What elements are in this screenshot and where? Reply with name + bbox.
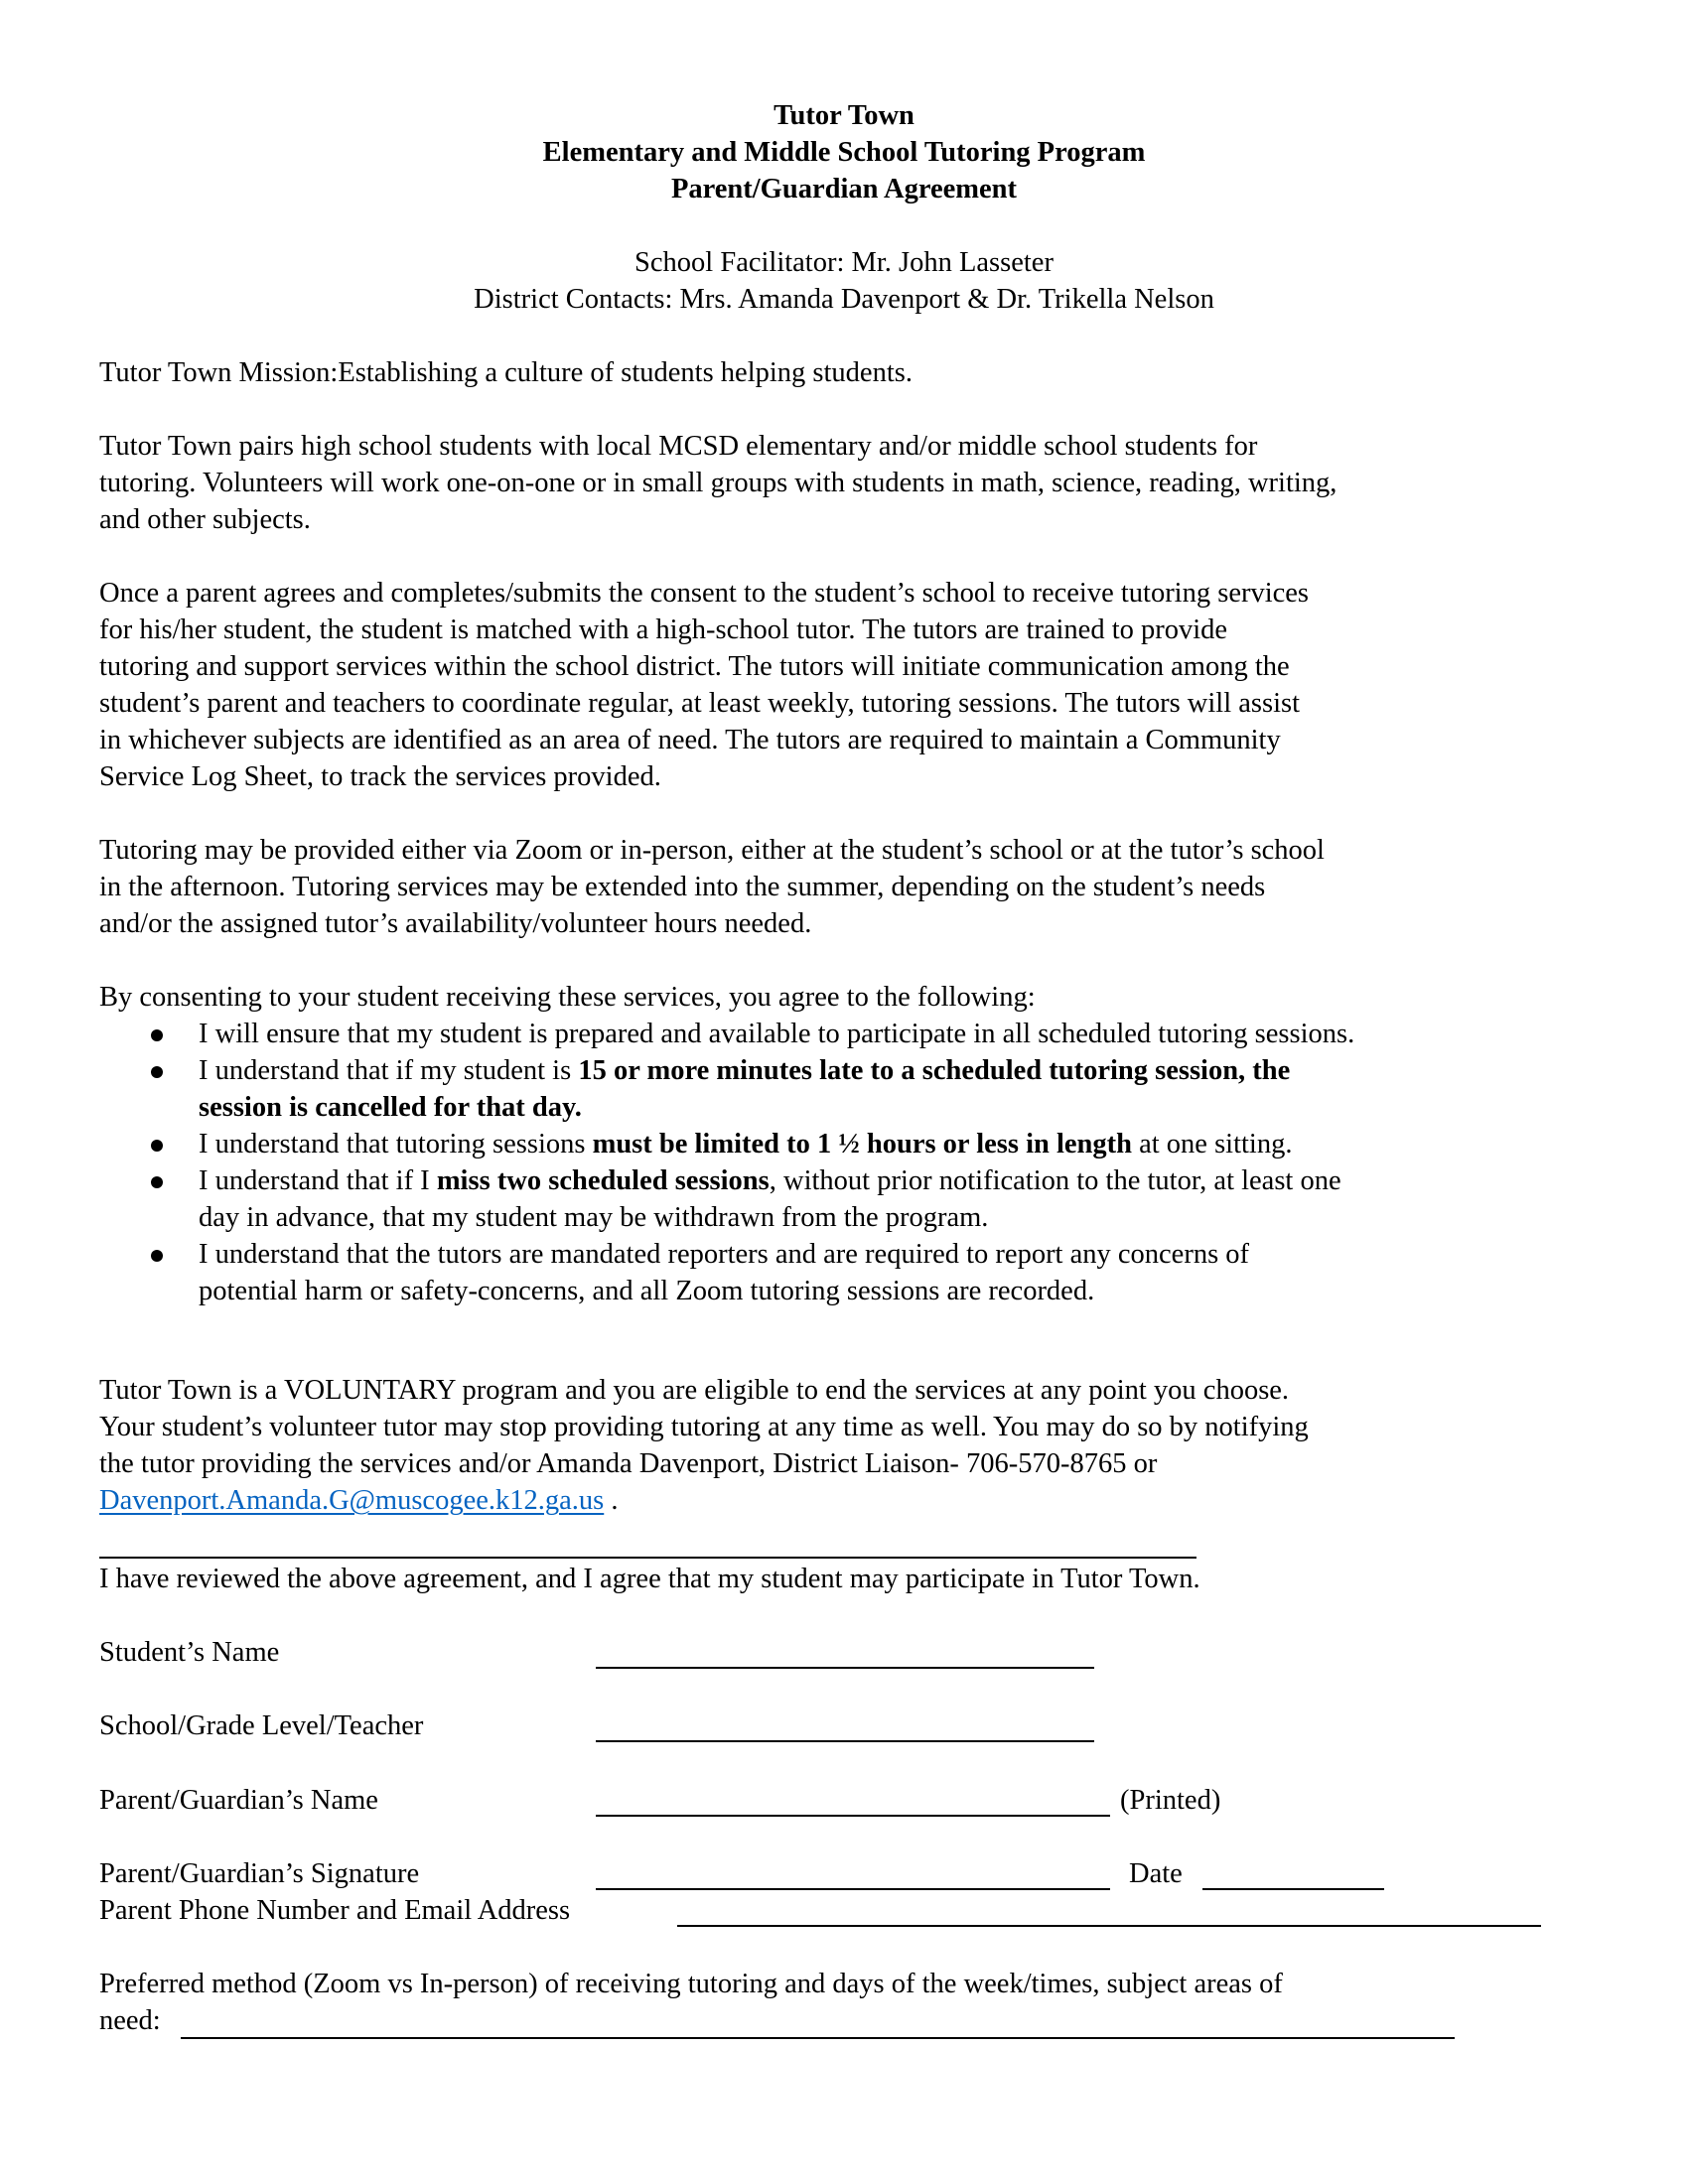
bullet-icon bbox=[151, 1140, 163, 1152]
student-name-label: Student’s Name bbox=[99, 1637, 280, 1668]
agreement-text: potential harm or safety-concerns, and all Zoom tutoring sessions are recorded. bbox=[199, 1276, 1095, 1306]
agreement-item-continued bbox=[199, 1201, 988, 1235]
agreement-text: I understand that tutoring sessions bbox=[199, 1129, 593, 1160]
preferences-label-continued: need: bbox=[99, 2005, 161, 2036]
phone-email-field[interactable] bbox=[677, 1925, 1541, 1927]
emphasized-text: must be limited to 1 ½ hours or less in length bbox=[592, 1129, 1132, 1160]
bullet-icon bbox=[151, 1066, 163, 1078]
paragraph-line: Service Log Sheet, to track the services provided. bbox=[99, 761, 661, 792]
bullet-icon bbox=[151, 1029, 163, 1041]
agreement-text: I understand that the tutors are mandated reporters and are required to report any concerns of bbox=[199, 1239, 1250, 1270]
parent-signature-field[interactable] bbox=[596, 1888, 1110, 1890]
mission-statement: Tutor Town Mission:Establishing a culture of students helping students. bbox=[99, 357, 913, 388]
preferences-field[interactable] bbox=[181, 2037, 1455, 2039]
agreement-item bbox=[199, 1164, 1341, 1198]
emphasized-text: miss two scheduled sessions bbox=[436, 1165, 770, 1196]
email-suffix: . bbox=[604, 1485, 619, 1516]
program-subtitle: Elementary and Middle School Tutoring Program bbox=[542, 137, 1146, 168]
date-label: Date bbox=[1129, 1858, 1183, 1889]
school-grade-teacher-field[interactable] bbox=[596, 1740, 1094, 1742]
agreement-text: day in advance, that my student may be withdrawn from the program. bbox=[199, 1202, 989, 1233]
paragraph-line: in whichever subjects are identified as an area of need. The tutors are required to maintain a Community bbox=[99, 725, 1281, 755]
email-line bbox=[99, 1484, 619, 1518]
student-name-field[interactable] bbox=[596, 1667, 1094, 1669]
bullet-icon bbox=[151, 1176, 163, 1188]
form-name: Parent/Guardian Agreement bbox=[670, 174, 1018, 205]
phone-email-label: Parent Phone Number and Email Address bbox=[99, 1895, 571, 1926]
agreement-item bbox=[199, 1238, 1249, 1272]
paragraph-line: tutoring and support services within the school district. The tutors will initiate communication among the bbox=[99, 651, 1290, 682]
paragraph-line: and other subjects. bbox=[99, 504, 311, 535]
printed-note: (Printed) bbox=[1120, 1785, 1221, 1816]
agreement-text: at one sitting. bbox=[1131, 1129, 1293, 1160]
paragraph-line: and/or the assigned tutor’s availability/volunteer hours needed. bbox=[99, 908, 812, 939]
preferences-label: Preferred method (Zoom vs In-person) of receiving tutoring and days of the week/times, subject areas of bbox=[99, 1969, 1283, 1999]
school-facilitator: School Facilitator: Mr. John Lasseter bbox=[634, 247, 1054, 278]
paragraph-line: Tutoring may be provided either via Zoom or in-person, either at the student’s school or at the tutor’s school bbox=[99, 835, 1325, 866]
contact-email-link[interactable]: Davenport.Amanda.G@muscogee.k12.ga.us bbox=[99, 1485, 605, 1516]
paragraph-line: Tutor Town is a VOLUNTARY program and you are eligible to end the services at any point you choose. bbox=[99, 1375, 1290, 1406]
paragraph-line: the tutor providing the services and/or Amanda Davenport, District Liaison- 706-570-8765 or bbox=[99, 1448, 1158, 1479]
agreement-item-continued bbox=[199, 1091, 582, 1125]
agreement-text: , without prior notification to the tutor, at least one bbox=[769, 1165, 1341, 1196]
acknowledgement-text: I have reviewed the above agreement, and I agree that my student may participate in Tutor Town. bbox=[99, 1564, 1200, 1594]
school-grade-teacher-label: School/Grade Level/Teacher bbox=[99, 1710, 424, 1741]
agreement-item bbox=[199, 1018, 1354, 1051]
district-contacts: District Contacts: Mrs. Amanda Davenport & Dr. Trikella Nelson bbox=[474, 284, 1214, 315]
paragraph-line: in the afternoon. Tutoring services may be extended into the summer, depending on the student’s needs bbox=[99, 872, 1266, 902]
parent-signature-label: Parent/Guardian’s Signature bbox=[99, 1858, 420, 1889]
agreement-item bbox=[199, 1054, 1290, 1088]
paragraph-line: Once a parent agrees and completes/submits the consent to the student’s school to receive tutoring services bbox=[99, 578, 1310, 609]
emphasized-text: 15 or more minutes late to a scheduled tutoring session, the bbox=[578, 1055, 1291, 1086]
agreement-text: I understand that if I bbox=[199, 1165, 437, 1196]
consent-intro: By consenting to your student receiving these services, you agree to the following: bbox=[99, 982, 1036, 1013]
emphasized-text: session is cancelled for that day. bbox=[199, 1092, 582, 1123]
agreement-item bbox=[199, 1128, 1292, 1161]
paragraph-line: for his/her student, the student is matched with a high-school tutor. The tutors are trained to provide bbox=[99, 614, 1228, 645]
date-field[interactable] bbox=[1202, 1888, 1384, 1890]
parent-name-field[interactable] bbox=[596, 1815, 1110, 1817]
bullet-icon bbox=[151, 1250, 163, 1262]
paragraph-line: student’s parent and teachers to coordinate regular, at least weekly, tutoring sessions. The tutors will assist bbox=[99, 688, 1301, 719]
section-divider bbox=[99, 1557, 1196, 1559]
document-title: Tutor Town bbox=[774, 100, 914, 131]
parent-name-label: Parent/Guardian’s Name bbox=[99, 1785, 378, 1816]
paragraph-line: Your student’s volunteer tutor may stop providing tutoring at any time as well. You may do so by notifying bbox=[99, 1412, 1309, 1442]
agreement-item-continued bbox=[199, 1275, 1094, 1308]
paragraph-line: tutoring. Volunteers will work one-on-one or in small groups with students in math, science, reading, writing, bbox=[99, 468, 1337, 498]
agreement-text: I will ensure that my student is prepared and available to participate in all scheduled tutoring sessions. bbox=[199, 1019, 1355, 1049]
paragraph-line: Tutor Town pairs high school students with local MCSD elementary and/or middle school students for bbox=[99, 431, 1258, 462]
agreement-text: I understand that if my student is bbox=[199, 1055, 579, 1086]
